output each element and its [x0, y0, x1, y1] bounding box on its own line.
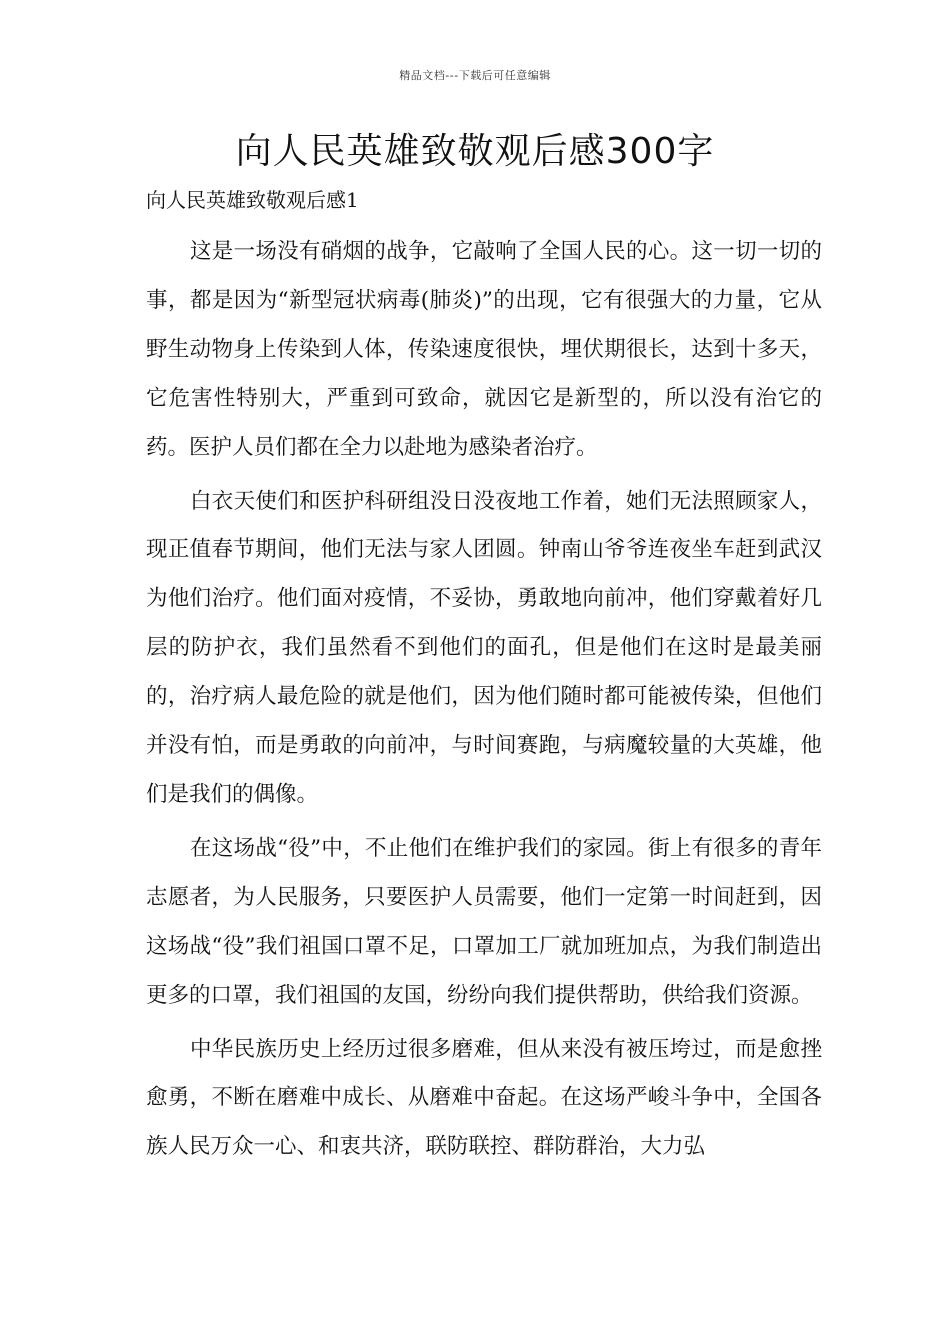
paragraph: 这是一场没有硝烟的战争，它敲响了全国人民的心。这一切一切的事，都是因为“新型冠状病毒(肺炎)”的出现，它有很强大的力量，它从野生动物身上传染到人体，传染速度很快，埋伏期很长，达到十多天，它危害性特别大，严重到可致命，就因它是新型的，所以没有治它的药。医护人员们都在全力以赴地为感染者治疗。 [146, 239, 822, 460]
document-title: 向人民英雄致敬观后感300字 [235, 131, 715, 172]
paragraph: 白衣天使们和医护科研组没日没夜地工作着，她们无法照顾家人，现正值春节期间，他们无法与家人团圆。钟南山爷爷连夜坐车赶到武汉为他们治疗。他们面对疫情，不妥协，勇敢地向前冲，他们穿戴着好几层的防护衣，我们虽然看不到他们的面孔，但是他们在这时是最美丽的，治疗病人最危险的就是他们，因为他们随时都可能被传染，但他们并没有怕，而是勇敢的向前冲，与时间赛跑，与病魔较量的大英雄，他们是我们的偶像。 [146, 488, 822, 807]
document-body [146, 228, 822, 1172]
paragraph: 在这场战“役”中，不止他们在维护我们的家园。街上有很多的青年志愿者，为人民服务，只要医护人员需要，他们一定第一时间赶到，因这场战“役”我们祖国口罩不足，口罩加工厂就加班加点，为我们制造出更多的口罩，我们祖国的友国，纷纷向我们提供帮助，供给我们资源。 [146, 835, 822, 1008]
paragraph: 中华民族历史上经历过很多磨难，但从来没有被压垮过，而是愈挫愈勇，不断在磨难中成长、从磨难中奋起。在这场严峻斗争中，全国各族人民万众一心、和衷共济，联防联控、群防群治，大力弘 [146, 1036, 822, 1160]
header-note: 精品文档---下载后可任意编辑 [399, 69, 551, 82]
document-subtitle: 向人民英雄致敬观后感1 [146, 188, 359, 212]
